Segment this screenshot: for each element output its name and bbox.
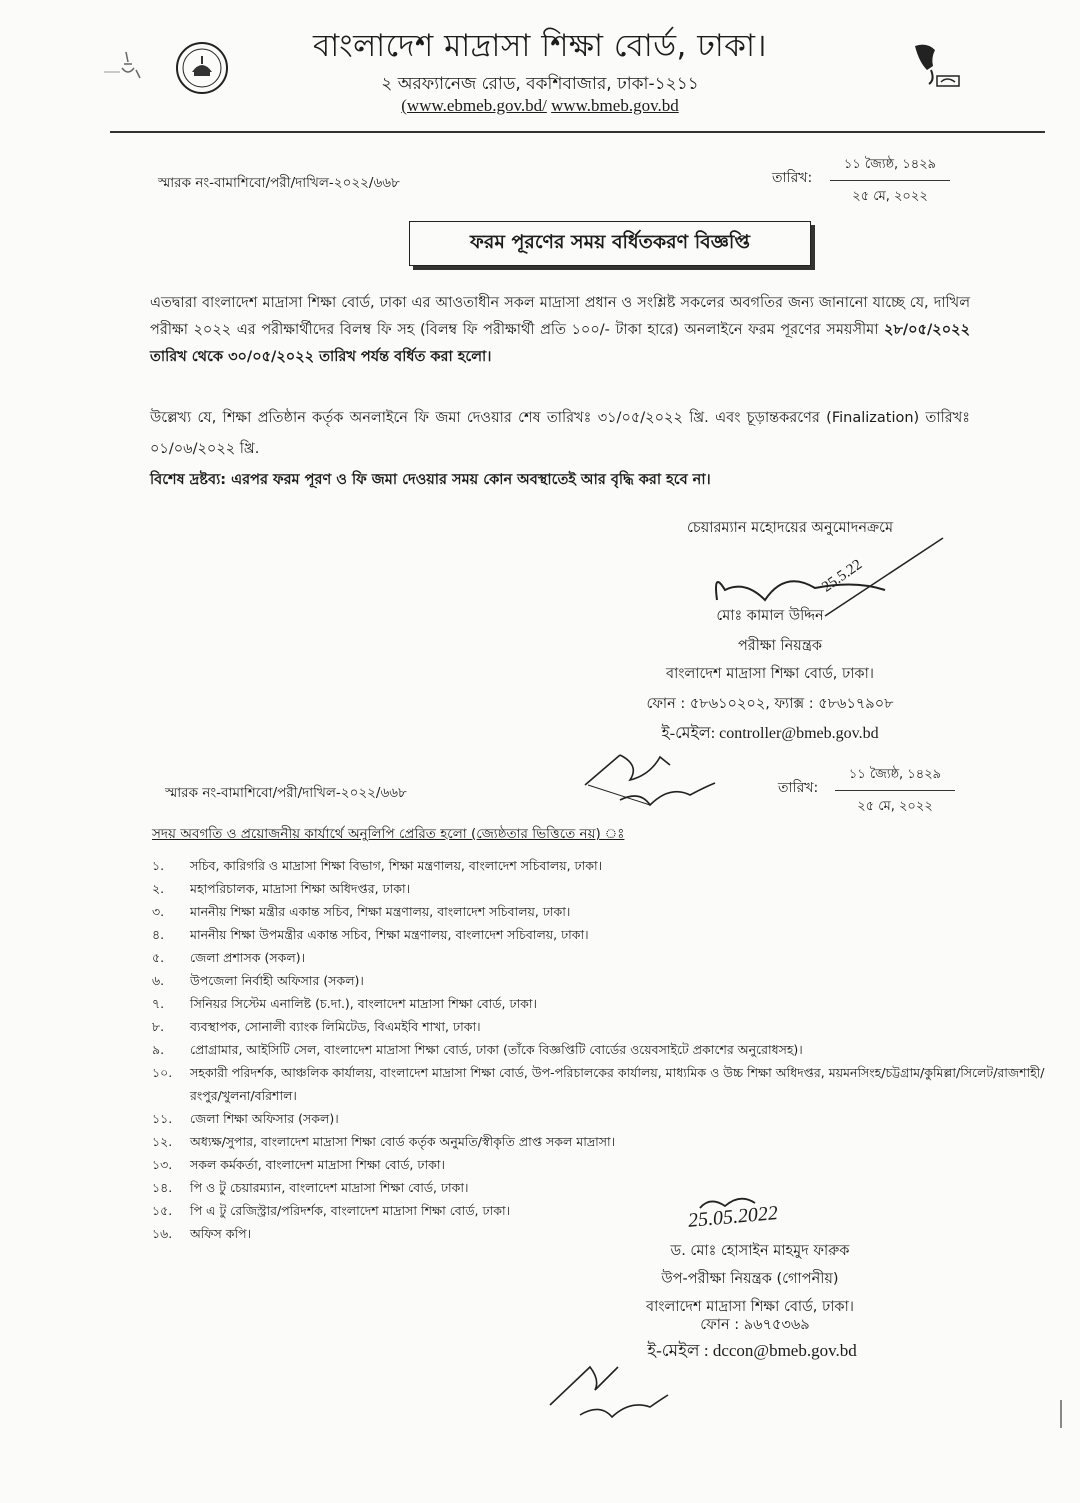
initial-mark-2 (540, 1345, 680, 1425)
right-edge-mark (1060, 1400, 1062, 1428)
cc-list-item (152, 900, 1052, 923)
cc-item-text: সহকারী পরিদর্শক, আঞ্চলিক কার্যালয়, বাংলাদেশ মাদ্রাসা শিক্ষা বোর্ড, উপ-পরিচালকের কার্যালয়, মাধ্যমিক ও উচ্চ শিক্ষা অধিদপ্তর, ময়মনসিংহ/চট্টগ্রাম/কুমিল্লা/সিলেট/রাজশাহী/রংপুর/খুলনা/বরিশাল। (190, 1065, 1045, 1103)
cc-item-number: ৭. (152, 996, 165, 1011)
signatory-1-email-text: ই-মেইল: controller@bmeb.gov.bd (661, 725, 879, 742)
cc-list-item (152, 1107, 1052, 1130)
cc-item-number: ১৩. (152, 1157, 173, 1172)
cc-list-item (152, 1038, 1052, 1061)
para1-bold-text: ২৮/০৫/২০২২ তারিখ থেকে ৩০/০৫/২০২২ তারিখ পর্যন্ত বর্ধিত করা হলো। (150, 322, 970, 365)
initial-mark (580, 745, 730, 815)
cc-item-text: উপজেলা নির্বাহী অফিসার (সকল)। (190, 973, 364, 988)
signatory-2-phone: ফোন : ৯৬৭৫৩৬৯ (700, 1317, 810, 1333)
signatory-2-email-text: ই-মেইল : dccon@bmeb.gov.bd (647, 1341, 857, 1360)
cc-item-number: ৮. (152, 1019, 165, 1034)
notice-title: ফরম পূরণের সময় বর্ধিতকরণ বিজ্ঞপ্তি (409, 221, 811, 266)
cc-item-number: ১৪. (152, 1180, 173, 1195)
special-note: বিশেষ দ্রষ্টব্য: এরপর ফরম পূরণ ও ফি জমা দেওয়ার সময় কোন অবস্থাতেই আর বৃদ্ধি করা হবে না। (150, 472, 711, 488)
cc-list-item (152, 854, 1052, 877)
date-bangla-2: ১১ জ্যৈষ্ঠ, ১৪২৯ (835, 765, 955, 791)
cc-item-number: ১৬. (152, 1226, 173, 1241)
date-english-2: ২৫ মে, ২০২২ (857, 799, 933, 814)
cc-item-number: ৪. (152, 927, 165, 942)
cc-item-number: ৯. (152, 1042, 165, 1057)
cc-list-item (152, 1222, 1052, 1245)
cc-item-number: ১০. (152, 1065, 173, 1080)
signatory-1-email (610, 720, 930, 747)
signature-1-date: 25.5.22 (819, 556, 866, 596)
cc-list-item (152, 969, 1052, 992)
cc-item-number: ১৫. (152, 1203, 173, 1218)
cc-item-text: পি এ টু রেজিস্ট্রার/পরিদর্শক, বাংলাদেশ মাদ্রাসা শিক্ষা বোর্ড, ঢাকা। (190, 1203, 511, 1218)
date-block (830, 155, 950, 208)
cc-item-text: প্রোগ্রামার, আইসিটি সেল, বাংলাদেশ মাদ্রাসা শিক্ষা বোর্ড, ঢাকা (তাঁকে বিজ্ঞপ্তিটি বোর্ডের ওয়েবসাইটে প্রকাশের অনুরোধসহ)। (190, 1042, 803, 1057)
cc-list-item (152, 923, 1052, 946)
cc-list-item (152, 1130, 1052, 1153)
signatory-2-name: ড. মোঃ হোসাইন মাহমুদ ফারুক (670, 1243, 850, 1259)
memo-number-2: স্মারক নং-বামাশিবো/পরী/দাখিল-২০২২/৬৬৮ (165, 785, 407, 801)
cc-item-number: ২. (152, 881, 165, 896)
board-address: ২ অরফ্যানেজ রোড, বকশিবাজার, ঢাকা-১২১১ (381, 74, 699, 94)
signature-2-date: 25.05.2022 (687, 1202, 779, 1232)
cc-list-item (152, 946, 1052, 969)
cc-list-item (152, 1153, 1052, 1176)
cc-item-text: অফিস কপি। (190, 1226, 252, 1241)
cc-list (152, 854, 1052, 1245)
date-bangla: ১১ জ্যৈষ্ঠ, ১৪২৯ (830, 155, 950, 181)
website-1[interactable]: (www.ebmeb.gov.bd/ (401, 96, 547, 115)
cc-list-item (152, 1199, 1052, 1222)
board-websites (0, 96, 1080, 116)
date-label: তারিখ: (772, 170, 813, 186)
cc-item-number: ৩. (152, 904, 165, 919)
cc-item-text: মাননীয় শিক্ষা মন্ত্রীর একান্ত সচিব, শিক্ষা মন্ত্রণালয়, বাংলাদেশ সচিবালয়, ঢাকা। (190, 904, 571, 919)
cc-item-text: অধ্যক্ষ/সুপার, বাংলাদেশ মাদ্রাসা শিক্ষা বোর্ড কর্তৃক অনুমতি/স্বীকৃতি প্রাপ্ত সকল মাদ্রাসা। (190, 1134, 616, 1149)
cc-list-item (152, 1176, 1052, 1199)
signatory-2-designation: উপ-পরীক্ষা নিয়ন্ত্রক (গোপনীয়) (661, 1271, 839, 1287)
signatory-1-name: মোঃ কামাল উদ্দিন (716, 608, 824, 624)
cc-item-number: ১. (152, 858, 165, 873)
signatory-2-office: বাংলাদেশ মাদ্রাসা শিক্ষা বোর্ড, ঢাকা। (646, 1299, 854, 1315)
cc-item-text: সচিব, কারিগরি ও মাদ্রাসা শিক্ষা বিভাগ, শিক্ষা মন্ত্রণালয়, বাংলাদেশ সচিবালয়, ঢাকা। (190, 858, 603, 873)
cc-item-text: সিনিয়র সিস্টেম এনালিষ্ট (চ.দা.), বাংলাদেশ মাদ্রাসা শিক্ষা বোর্ড, ঢাকা। (190, 996, 537, 1011)
cc-item-text: সকল কর্মকর্তা, বাংলাদেশ মাদ্রাসা শিক্ষা বোর্ড, ঢাকা। (190, 1157, 445, 1172)
cc-item-text: মহাপরিচালক, মাদ্রাসা শিক্ষা অধিদপ্তর, ঢাকা। (190, 881, 411, 896)
date-label-2: তারিখ: (778, 780, 819, 796)
cc-item-number: ১২. (152, 1134, 173, 1149)
cc-list-item (152, 992, 1052, 1015)
website-2[interactable]: www.bmeb.gov.bd (551, 96, 679, 115)
approval-line: চেয়ারম্যান মহোদয়ের অনুমোদনক্রমে (687, 520, 893, 536)
signatory-1-designation: পরীক্ষা নিয়ন্ত্রক (737, 638, 823, 654)
cc-item-number: ১১. (152, 1111, 173, 1126)
cc-list-item (152, 1061, 1052, 1107)
cc-heading: সদয় অবগতি ও প্রয়োজনীয় কার্যার্থে অনুলিপি প্রেরিত হলো (জ্যেষ্ঠতার ভিত্তিতে নয়) ঃ (152, 826, 625, 842)
cc-item-text: জেলা শিক্ষা অফিসার (সকল)। (190, 1111, 339, 1126)
cc-item-text: জেলা প্রশাসক (সকল)। (190, 950, 306, 965)
cc-item-text: ব্যবস্থাপক, সোনালী ব্যাংক লিমিটেড, বিএমইবি শাখা, ঢাকা। (190, 1019, 481, 1034)
cc-item-text: মাননীয় শিক্ষা উপমন্ত্রীর একান্ত সচিব, শিক্ষা মন্ত্রণালয়, বাংলাদেশ সচিবালয়, ঢাকা। (190, 927, 589, 942)
date-block-2 (835, 765, 955, 818)
body-paragraph-2: উল্লেখ্য যে, শিক্ষা প্রতিষ্ঠান কর্তৃক অনলাইনে ফি জমা দেওয়ার শেষ তারিখঃ ৩১/০৫/২০২২ খ্রি. এবং চূড়ান্তকরণের (Finalization) তারিখঃ ০১/০৬/২০২২ খ্রি. (150, 410, 970, 457)
memo-number: স্মারক নং-বামাশিবো/পরী/দাখিল-২০২২/৬৬৮ (158, 175, 400, 191)
header-divider (110, 131, 1045, 133)
cc-list-item (152, 1015, 1052, 1038)
signatory-1-office: বাংলাদেশ মাদ্রাসা শিক্ষা বোর্ড, ঢাকা। (666, 666, 874, 682)
cc-item-number: ৬. (152, 973, 165, 988)
para1-text: এতদ্বারা বাংলাদেশ মাদ্রাসা শিক্ষা বোর্ড, ঢাকা এর আওতাধীন সকল মাদ্রাসা প্রধান ও সংশ্লিষ্ট সকলের অবগতির জন্য জানানো যাচ্ছে যে, দাখিল পরীক্ষা ২০২২ এর পরীক্ষার্থীদের বিলম্ব ফি সহ (বিলম্ব ফি পরীক্ষার্থী প্রতি ১০০/- টাকা হারে) অনলাইনে ফরম পূরণের সময়সীমা (150, 295, 970, 338)
signatory-1-phone: ফোন : ৫৮৬১০২০২, ফ্যাক্স : ৫৮৬১৭৯০৮ (646, 696, 894, 712)
cc-item-text: পি ও টু চেয়ারম্যান, বাংলাদেশ মাদ্রাসা শিক্ষা বোর্ড, ঢাকা। (190, 1180, 469, 1195)
board-title: বাংলাদেশ মাদ্রাসা শিক্ষা বোর্ড, ঢাকা। (312, 28, 768, 64)
cc-list-item (152, 877, 1052, 900)
cc-item-number: ৫. (152, 950, 165, 965)
date-english: ২৫ মে, ২০২২ (852, 189, 928, 204)
body-paragraph-1 (150, 290, 970, 371)
